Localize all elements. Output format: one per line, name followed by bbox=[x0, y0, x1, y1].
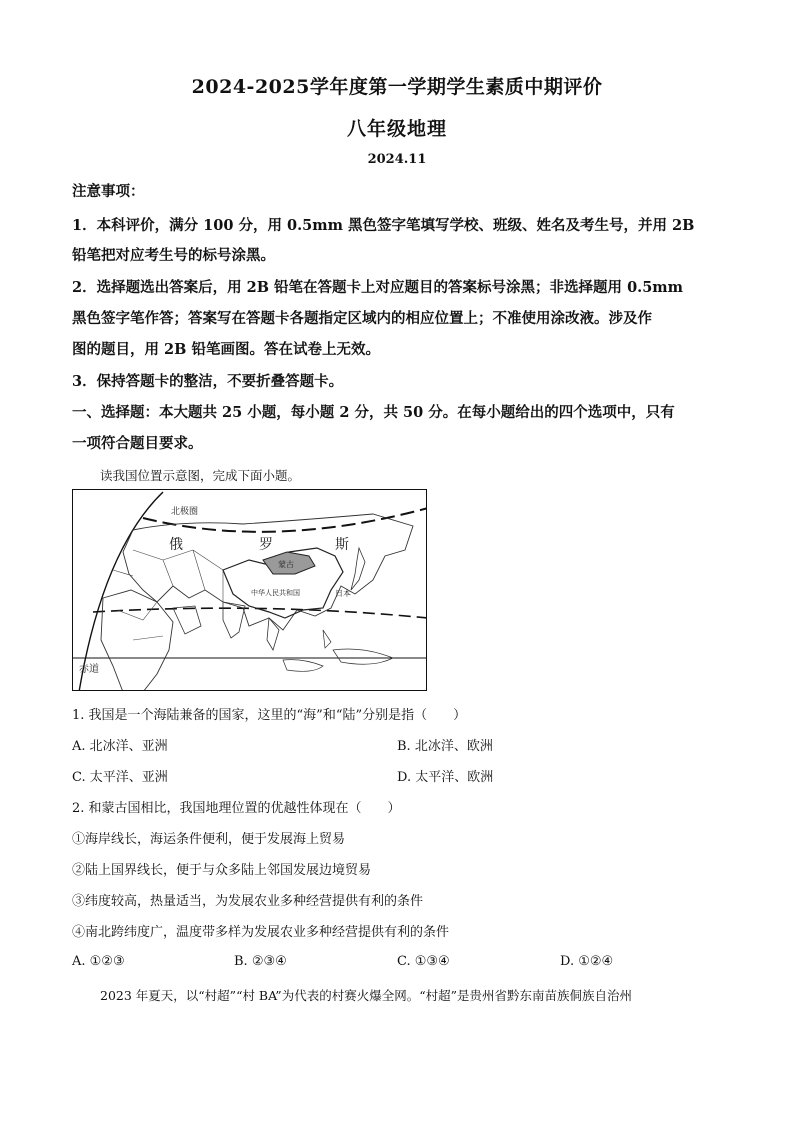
notice-item-2-line-3: 图的题目，用 2B 铅笔画图。答在试卷上无效。 bbox=[72, 341, 380, 358]
q1-stem: 1. 我国是一个海陆兼备的国家，这里的“海”和“陆”分别是指（ ） bbox=[72, 708, 467, 723]
q2-stem: 2. 和蒙古国相比，我国地理位置的优越性体现在（ ） bbox=[72, 801, 401, 816]
exam-date: 2024.11 bbox=[367, 152, 427, 167]
map-label-china: 中华人民共和国 bbox=[251, 589, 300, 597]
notice-item-1-line-1: 1．本科评价，满分 100 分，用 0.5mm 黑色签字笔填写学校、班级、姓名及考生号，并用 2B bbox=[72, 217, 695, 234]
q1-option-c: C. 太平洋、亚洲 bbox=[72, 770, 168, 785]
q2-statement-4: ④南北跨纬度广，温度带多样为发展农业多种经营提供有利的条件 bbox=[72, 925, 450, 940]
notice-heading: 注意事项： bbox=[72, 183, 145, 200]
q1-option-d: D. 太平洋、欧洲 bbox=[397, 770, 494, 785]
map-label-russia-1: 俄 bbox=[169, 537, 185, 553]
q2-option-b: B. ②③④ bbox=[234, 954, 287, 969]
map-label-japan: 日本 bbox=[335, 589, 351, 598]
intro-2: 2023 年夏天，以“村超”“村 BA”为代表的村赛火爆全网。“村超”是贵州省黔东南苗族侗族自治州 bbox=[100, 988, 632, 1003]
q1-option-b: B. 北冰洋、欧洲 bbox=[397, 739, 493, 754]
section-1-line-1: 一、选择题：本大题共 25 小题，每小题 2 分，共 50 分。在每小题给出的四个选项中，只有 bbox=[72, 404, 675, 421]
notice-item-2-line-2: 黑色签字笔作答；答案写在答题卡各题指定区域内的相应位置上；不准使用涂改液。涉及作 bbox=[72, 310, 652, 327]
notice-item-1-line-2: 铅笔把对应考生号的标号涂黑。 bbox=[72, 247, 275, 264]
exam-subtitle: 八年级地理 bbox=[346, 118, 447, 140]
q2-statement-2: ②陆上国界线长，便于与众多陆上邻国发展边境贸易 bbox=[72, 863, 372, 878]
q2-option-a: A. ①②③ bbox=[72, 954, 125, 969]
map-label-equator: 赤道 bbox=[79, 664, 99, 675]
map-label-mongolia: 蒙古 bbox=[278, 560, 294, 569]
china-location-map bbox=[72, 489, 427, 691]
section-1-line-2: 一项符合题目要求。 bbox=[72, 435, 203, 452]
map-drawing bbox=[73, 490, 427, 691]
notice-item-3: 3．保持答题卡的整洁，不要折叠答题卡。 bbox=[72, 373, 344, 390]
map-label-arctic-circle: 北极圈 bbox=[171, 507, 199, 517]
map-label-russia-2: 罗 bbox=[259, 537, 275, 553]
exam-title: 2024-2025学年度第一学期学生素质中期评价 bbox=[191, 76, 603, 98]
q2-statement-1: ①海岸线长，海运条件便利，便于发展海上贸易 bbox=[72, 832, 346, 847]
q2-option-c: C. ①③④ bbox=[397, 954, 450, 969]
notice-item-2-line-1: 2．选择题选出答案后，用 2B 铅笔在答题卡上对应题目的答案标号涂黑；非选择题用 0.5mm bbox=[72, 279, 683, 296]
q2-option-d: D. ①②④ bbox=[560, 954, 614, 969]
q1-option-a: A. 北冰洋、亚洲 bbox=[72, 739, 168, 754]
q2-statement-3: ③纬度较高，热量适当，为发展农业多种经营提供有利的条件 bbox=[72, 894, 424, 909]
intro-1: 读我国位置示意图，完成下面小题。 bbox=[100, 468, 301, 483]
map-label-russia-3: 斯 bbox=[335, 537, 351, 553]
